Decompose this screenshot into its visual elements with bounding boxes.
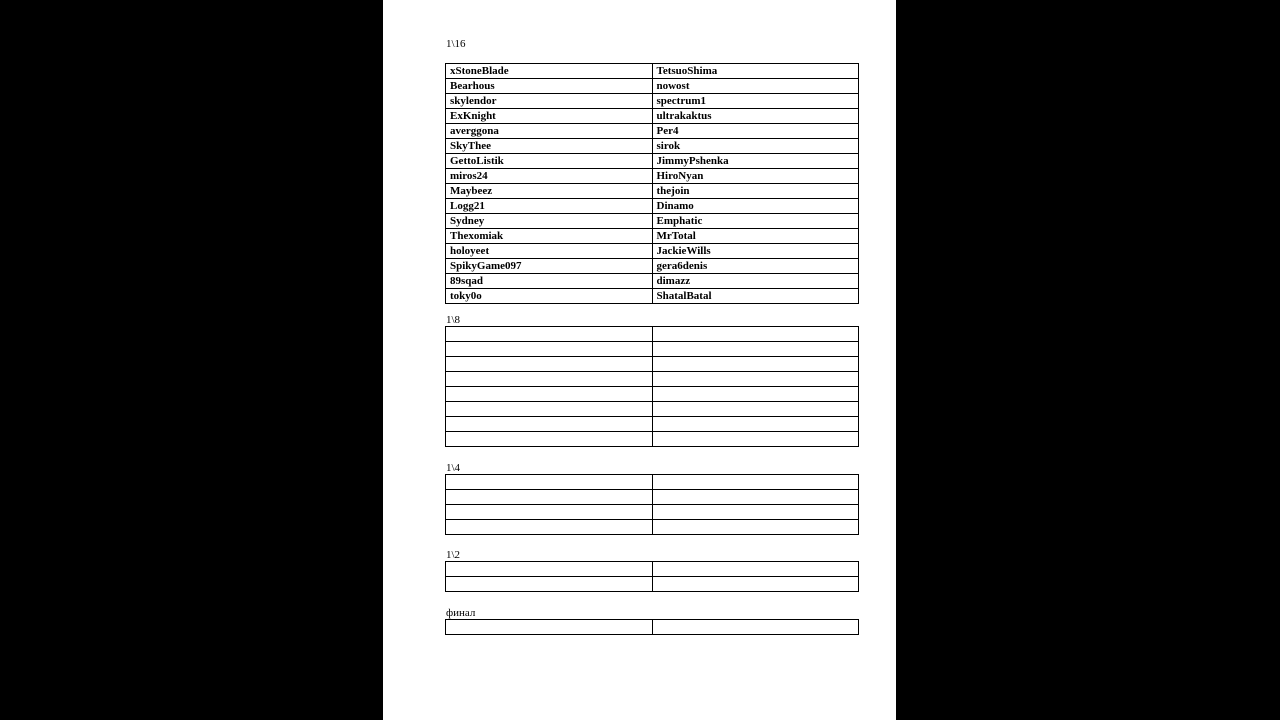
player-cell bbox=[446, 372, 653, 387]
table-row bbox=[446, 357, 859, 372]
table-row bbox=[446, 79, 859, 94]
player-cell bbox=[446, 327, 653, 342]
round-4-table bbox=[445, 474, 859, 535]
table-row bbox=[446, 402, 859, 417]
table-row bbox=[446, 342, 859, 357]
table-row bbox=[446, 139, 859, 154]
player-cell: Dinamo bbox=[652, 199, 859, 214]
table-row bbox=[446, 577, 859, 592]
player-cell bbox=[446, 520, 653, 535]
table-row bbox=[446, 214, 859, 229]
player-cell: miros24 bbox=[446, 169, 653, 184]
player-cell: Sydney bbox=[446, 214, 653, 229]
player-cell: JackieWills bbox=[652, 244, 859, 259]
player-cell bbox=[652, 417, 859, 432]
player-cell bbox=[446, 342, 653, 357]
table-row bbox=[446, 184, 859, 199]
player-cell: ExKnight bbox=[446, 109, 653, 124]
player-cell: sirok bbox=[652, 139, 859, 154]
player-cell: toky0o bbox=[446, 289, 653, 304]
table-row bbox=[446, 94, 859, 109]
player-cell bbox=[652, 432, 859, 447]
player-cell bbox=[446, 577, 653, 592]
player-cell: HiroNyan bbox=[652, 169, 859, 184]
table-row bbox=[446, 505, 859, 520]
table-row bbox=[446, 327, 859, 342]
player-cell: thejoin bbox=[652, 184, 859, 199]
player-cell: ShatalBatal bbox=[652, 289, 859, 304]
player-cell: JimmyPshenka bbox=[652, 154, 859, 169]
player-cell bbox=[446, 505, 653, 520]
player-cell: 89sqad bbox=[446, 274, 653, 289]
player-cell bbox=[446, 357, 653, 372]
table-row bbox=[446, 274, 859, 289]
player-cell: xStoneBlade bbox=[446, 64, 653, 79]
player-cell bbox=[652, 402, 859, 417]
final-label: финал bbox=[446, 607, 476, 619]
player-cell: spectrum1 bbox=[652, 94, 859, 109]
round-16-label: 1\16 bbox=[446, 38, 466, 50]
player-cell bbox=[652, 475, 859, 490]
player-cell bbox=[652, 342, 859, 357]
player-cell bbox=[446, 562, 653, 577]
table-row bbox=[446, 475, 859, 490]
final-table bbox=[445, 619, 859, 635]
player-cell: Bearhous bbox=[446, 79, 653, 94]
player-cell bbox=[652, 505, 859, 520]
table-row bbox=[446, 169, 859, 184]
table-row bbox=[446, 562, 859, 577]
player-cell bbox=[652, 620, 859, 635]
round-8-table bbox=[445, 326, 859, 447]
player-cell bbox=[446, 432, 653, 447]
player-cell: SkyThee bbox=[446, 139, 653, 154]
table-row bbox=[446, 372, 859, 387]
table-row bbox=[446, 154, 859, 169]
document-page bbox=[383, 0, 896, 720]
round-2-label: 1\2 bbox=[446, 549, 461, 561]
table-row bbox=[446, 417, 859, 432]
player-cell bbox=[446, 387, 653, 402]
player-cell bbox=[652, 520, 859, 535]
player-cell bbox=[446, 402, 653, 417]
player-cell bbox=[652, 562, 859, 577]
table-row bbox=[446, 109, 859, 124]
player-cell bbox=[446, 417, 653, 432]
player-cell bbox=[652, 357, 859, 372]
player-cell: Maybeez bbox=[446, 184, 653, 199]
table-row bbox=[446, 244, 859, 259]
table-row bbox=[446, 490, 859, 505]
player-cell: holoyeet bbox=[446, 244, 653, 259]
table-row bbox=[446, 124, 859, 139]
player-cell: ultrakaktus bbox=[652, 109, 859, 124]
player-cell: skylendor bbox=[446, 94, 653, 109]
table-row bbox=[446, 64, 859, 79]
player-cell: nowost bbox=[652, 79, 859, 94]
player-cell: MrTotal bbox=[652, 229, 859, 244]
table-row bbox=[446, 199, 859, 214]
round-16-table bbox=[445, 63, 859, 304]
table-row bbox=[446, 289, 859, 304]
player-cell bbox=[446, 490, 653, 505]
player-cell bbox=[652, 577, 859, 592]
table-row bbox=[446, 432, 859, 447]
player-cell: SpikyGame097 bbox=[446, 259, 653, 274]
player-cell: Logg21 bbox=[446, 199, 653, 214]
table-row bbox=[446, 520, 859, 535]
player-cell bbox=[652, 490, 859, 505]
player-cell: dimazz bbox=[652, 274, 859, 289]
player-cell: Thexomiak bbox=[446, 229, 653, 244]
table-row bbox=[446, 387, 859, 402]
table-row bbox=[446, 259, 859, 274]
player-cell bbox=[652, 387, 859, 402]
player-cell: Per4 bbox=[652, 124, 859, 139]
player-cell bbox=[446, 475, 653, 490]
round-4-label: 1\4 bbox=[446, 462, 461, 474]
player-cell bbox=[652, 327, 859, 342]
round-2-table bbox=[445, 561, 859, 592]
player-cell: GettoListik bbox=[446, 154, 653, 169]
table-row bbox=[446, 229, 859, 244]
player-cell: TetsuoShima bbox=[652, 64, 859, 79]
round-8-label: 1\8 bbox=[446, 314, 461, 326]
player-cell: gera6denis bbox=[652, 259, 859, 274]
player-cell: averggona bbox=[446, 124, 653, 139]
table-row bbox=[446, 620, 859, 635]
player-cell bbox=[652, 372, 859, 387]
player-cell bbox=[446, 620, 653, 635]
player-cell: Emphatic bbox=[652, 214, 859, 229]
